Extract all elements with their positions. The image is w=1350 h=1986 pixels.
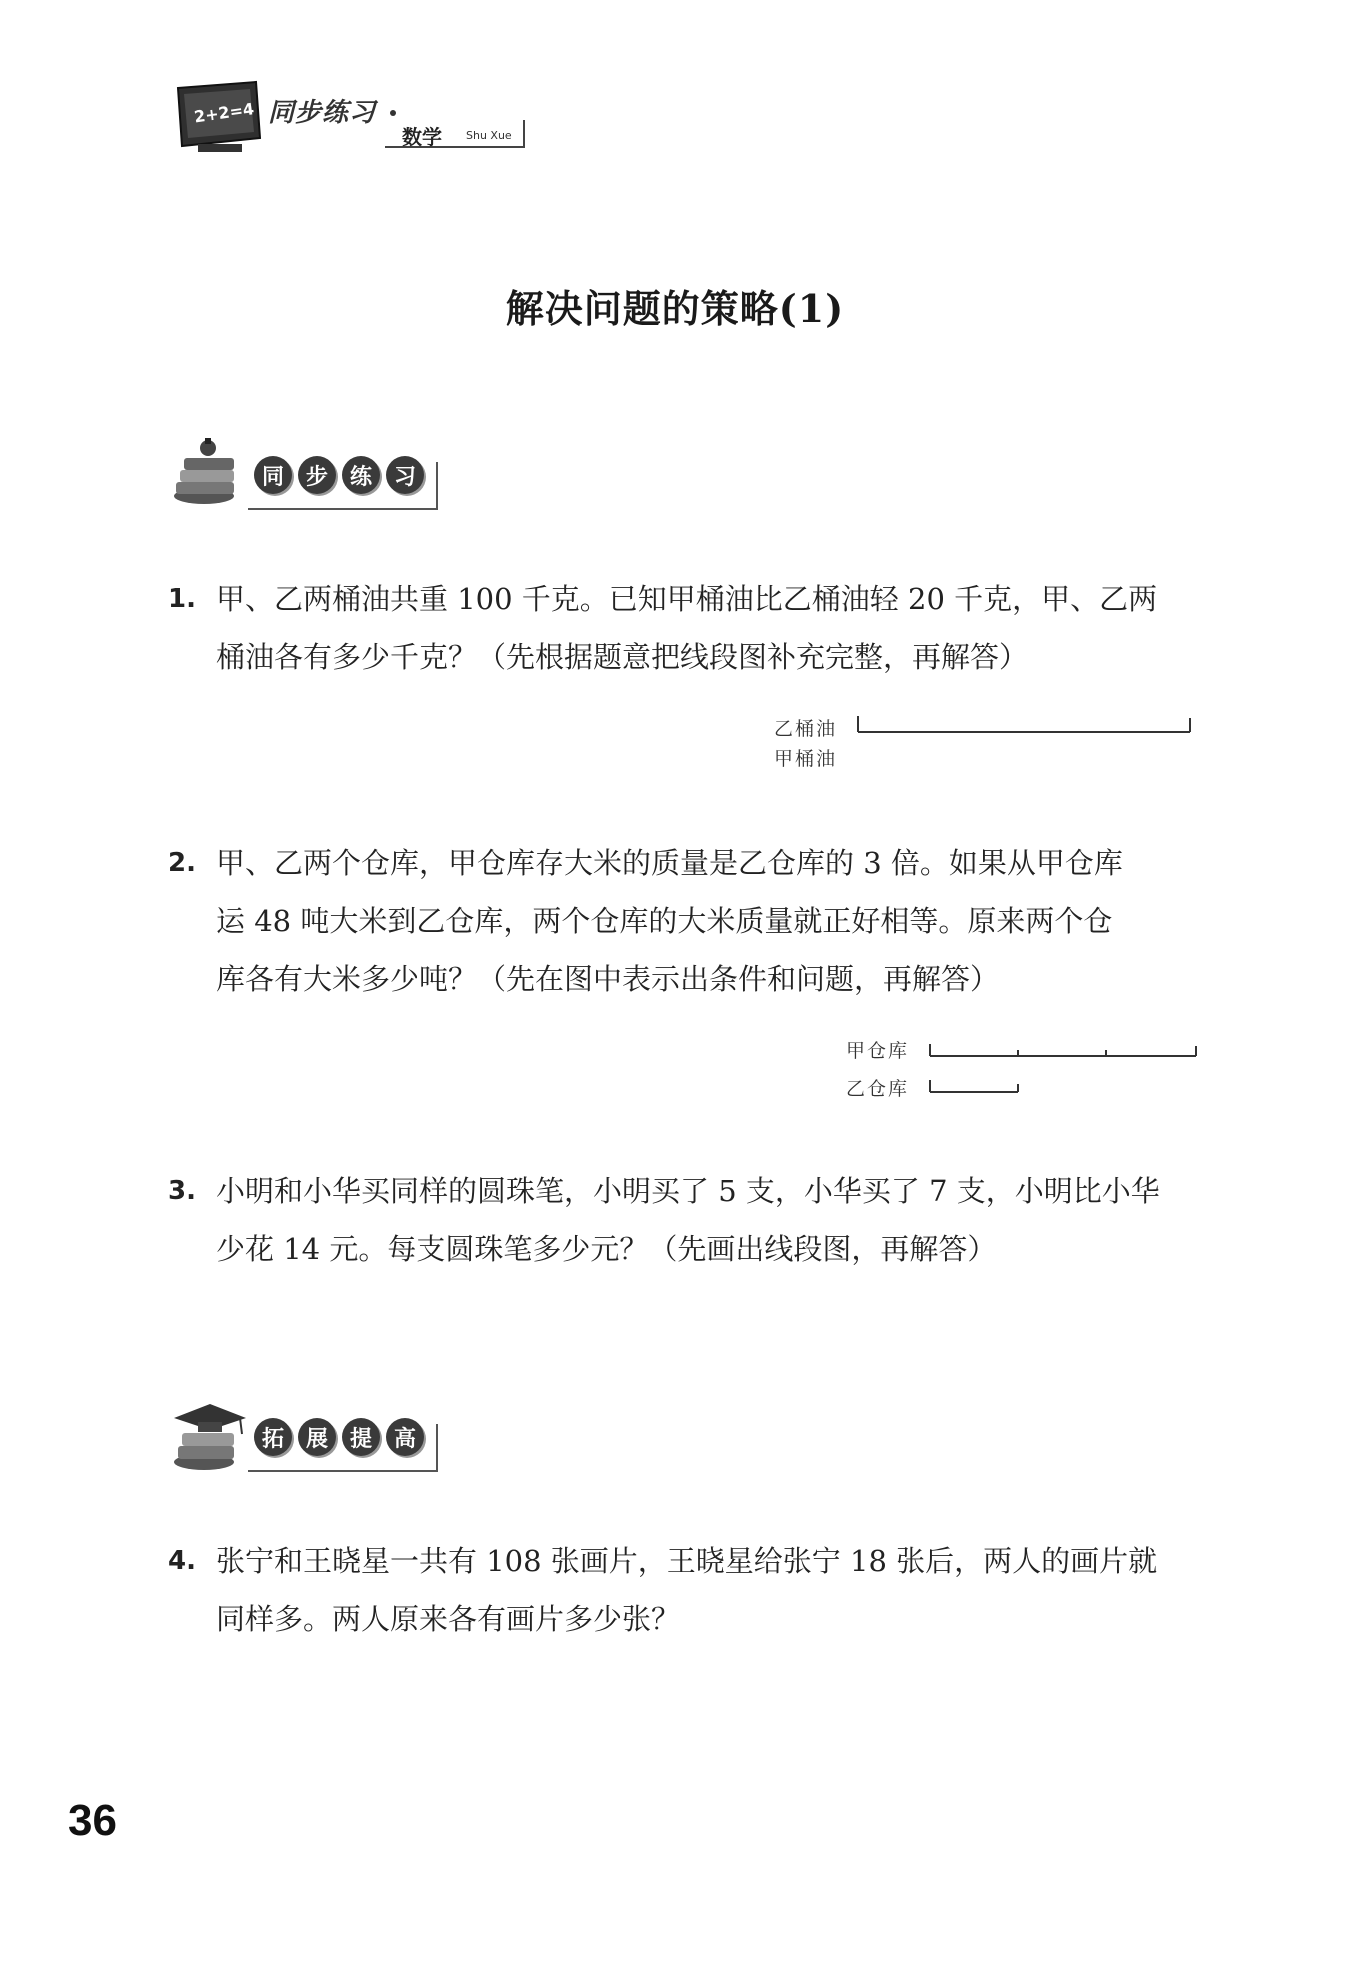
page-title: 解决问题的策略(1)	[505, 286, 845, 331]
question-number: 1.	[168, 584, 196, 614]
question-line: 小明和小华买同样的圆珠笔，小明买了 5 支，小华买了 7 支，小明比小华	[216, 1174, 1160, 1208]
header-dot	[390, 110, 396, 116]
books-graduation-cap-icon	[170, 1400, 252, 1472]
diagram-label: 乙仓库	[846, 1078, 910, 1100]
question-number: 2.	[168, 848, 196, 878]
question-line: 张宁和王晓星一共有 108 张画片，王晓星给张宁 18 张后，两人的画片就	[216, 1544, 1158, 1578]
question-line: 桶油各有多少千克？（先根据题意把线段图补充完整，再解答）	[216, 640, 1029, 674]
question-line: 少花 14 元。每支圆珠笔多少元？（先画出线段图，再解答）	[216, 1232, 997, 1266]
section-char: 展	[298, 1418, 336, 1456]
chalkboard-icon	[172, 80, 264, 158]
question-line: 甲、乙两桶油共重 100 千克。已知甲桶油比乙桶油轻 20 千克，甲、乙两	[216, 582, 1158, 616]
diagram-label: 甲仓库	[846, 1040, 910, 1062]
subject-pinyin: Shu Xue	[466, 129, 512, 142]
section-char: 同	[254, 456, 292, 494]
series-name: 同步练习	[268, 98, 377, 128]
section-char: 步	[298, 456, 336, 494]
board-text: 2+2=4	[192, 99, 256, 127]
section-char: 拓	[254, 1418, 292, 1456]
section-char: 提	[342, 1418, 380, 1456]
question-line: 运 48 吨大米到乙仓库，两个仓库的大米质量就正好相等。原来两个仓	[216, 904, 1113, 938]
section-heading-extend	[254, 1418, 424, 1456]
subject-name: 数学	[402, 125, 442, 149]
question-line: 甲、乙两个仓库，甲仓库存大米的质量是乙仓库的 3 倍。如果从甲仓库	[216, 846, 1123, 880]
question-line: 库各有大米多少吨？（先在图中表示出条件和问题，再解答）	[216, 962, 1000, 996]
diagram-label: 乙桶油	[774, 718, 838, 740]
page-number: 36	[68, 1796, 117, 1845]
line-segment-diagram-1	[856, 712, 1196, 736]
section-char: 高	[386, 1418, 424, 1456]
diagram-label: 甲桶油	[774, 748, 838, 770]
section-heading-sync	[254, 456, 424, 494]
books-lamp-icon	[170, 436, 252, 508]
section-char: 练	[342, 456, 380, 494]
line-segment-diagram-2	[928, 1040, 1200, 1100]
question-number: 3.	[168, 1176, 196, 1206]
question-line: 同样多。两人原来各有画片多少张？	[216, 1602, 681, 1636]
section-char: 习	[386, 456, 424, 494]
question-number: 4.	[168, 1546, 196, 1576]
